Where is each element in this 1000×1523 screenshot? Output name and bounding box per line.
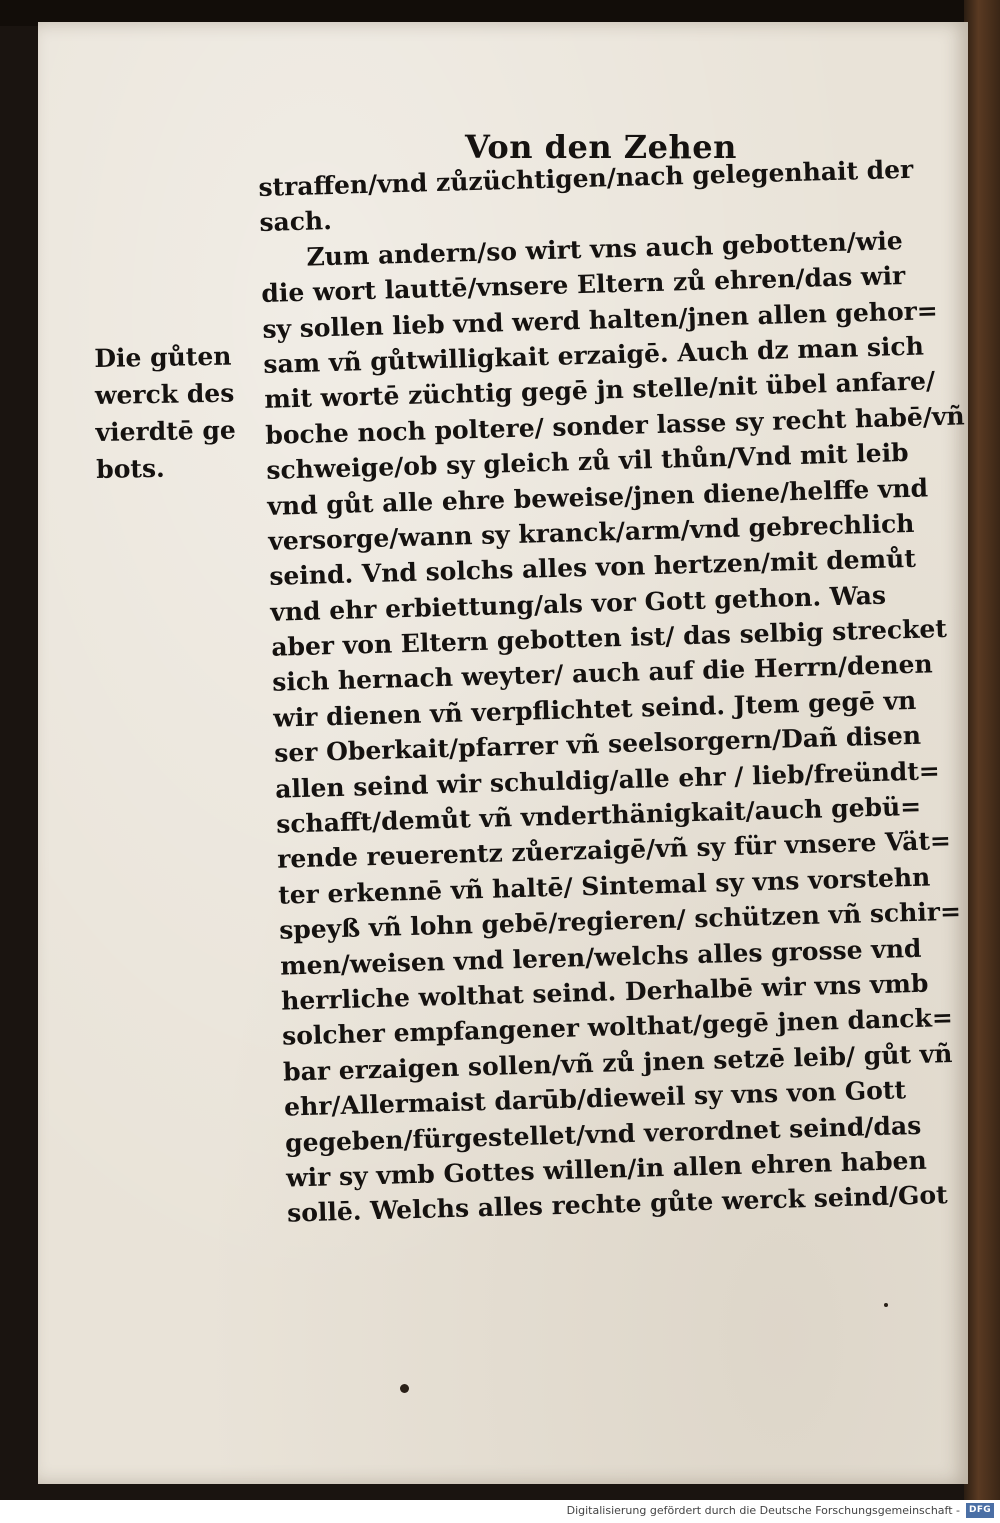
ink-speck	[884, 1303, 888, 1307]
marginal-note-line: werck des	[94, 378, 235, 410]
text-line: bar erzaigen sollen/vñ zů jnen setzē leib/ gůt vñ	[282, 1038, 953, 1087]
text-line: men/weisen vnd leren/welchs alles grosse vnd	[279, 933, 922, 981]
text-line: aber von Eltern gebotten ist/ das selbig strecket	[270, 614, 948, 662]
digitization-credit: Digitalisierung gefördert durch die Deutsche Forschungsgemeinschaft -	[566, 1504, 960, 1517]
marginal-note-line: Die gůten	[94, 341, 232, 373]
text-line: ser Oberkait/pfarrer vñ seelsorgern/Dañ disen	[273, 720, 922, 769]
text-line: wir sy vmb Gottes willen/in allen ehren haben	[285, 1145, 928, 1193]
text-line: herrliche wolthat seind. Derhalbē wir vns vmb	[280, 968, 929, 1016]
text-line: die wort lauttē/vnsere Eltern zů ehren/das wir	[261, 261, 906, 309]
text-line: allen seind wir schuldig/alle ehr / lieb/freündt=	[274, 755, 941, 804]
text-line: speyß vñ lohn gebē/regieren/ schützen vñ schir=	[278, 896, 962, 945]
text-line: straffen/vnd zůzüchtigen/nach gelegenhait der	[258, 154, 914, 202]
text-line: wir dienen vñ verpflichtet seind. Jtem gegē vn	[272, 685, 917, 733]
text-line: mit wortē züchtig gegē jn stelle/nit übel anfare/	[264, 366, 936, 415]
marginal-note-line: vierdtē ge	[95, 415, 236, 447]
text-line: gegeben/fürgestellet/vnd verordnet seind/das	[284, 1110, 922, 1158]
text-line: solcher empfangener wolthat/gegē jnen danck=	[281, 1003, 954, 1052]
marginal-note-line: bots.	[96, 453, 165, 484]
text-line: boche noch poltere/ sonder lasse sy recht habē/vñ	[265, 401, 965, 450]
text-line: versorge/wann sy kranck/arm/vnd gebrechlich	[267, 508, 915, 556]
text-line: sich hernach weyter/ auch auf die Herrn/denen	[271, 649, 934, 698]
text-line: schafft/demůt vñ vnderthänigkait/auch gebü=	[275, 791, 922, 839]
text-line: vnd ehr erbiettung/als vor Gott gethon. Was	[269, 580, 887, 627]
marginal-note	[94, 337, 267, 488]
text-line: schweige/ob sy gleich zů vil thůn/Vnd mit leib	[265, 438, 909, 486]
text-line: sy sollen lieb vnd werd halten/jnen allen gehor=	[262, 295, 939, 344]
text-line: Zum andern/so wirt vns auch gebotten/wie	[306, 225, 904, 272]
running-head: Von den Zehen	[465, 128, 737, 166]
text-line: seind. Vnd solchs alles von hertzen/mit demůt	[268, 544, 917, 592]
text-line: sam vñ gůtwilligkait erzaigē. Auch dz man sich	[263, 331, 925, 379]
ink-speck	[400, 1384, 409, 1393]
dfg-logo: DFG	[966, 1503, 994, 1518]
text-line: vnd gůt alle ehre beweise/jnen diene/helffe vnd	[266, 472, 929, 521]
text-line: ter erkennē vñ haltē/ Sintemal sy vns vorstehn	[277, 862, 931, 910]
text-line: rende reuerentz zůerzaigē/vñ sy für vnsere Vät=	[276, 826, 952, 875]
text-line: ehr/Allermaist darūb/dieweil sy vns von Gott	[283, 1075, 907, 1122]
text-line: sollē. Welchs alles rechte gůte werck seind/Got	[286, 1180, 948, 1228]
body-text	[258, 150, 997, 1231]
text-line: sach.	[259, 206, 333, 238]
